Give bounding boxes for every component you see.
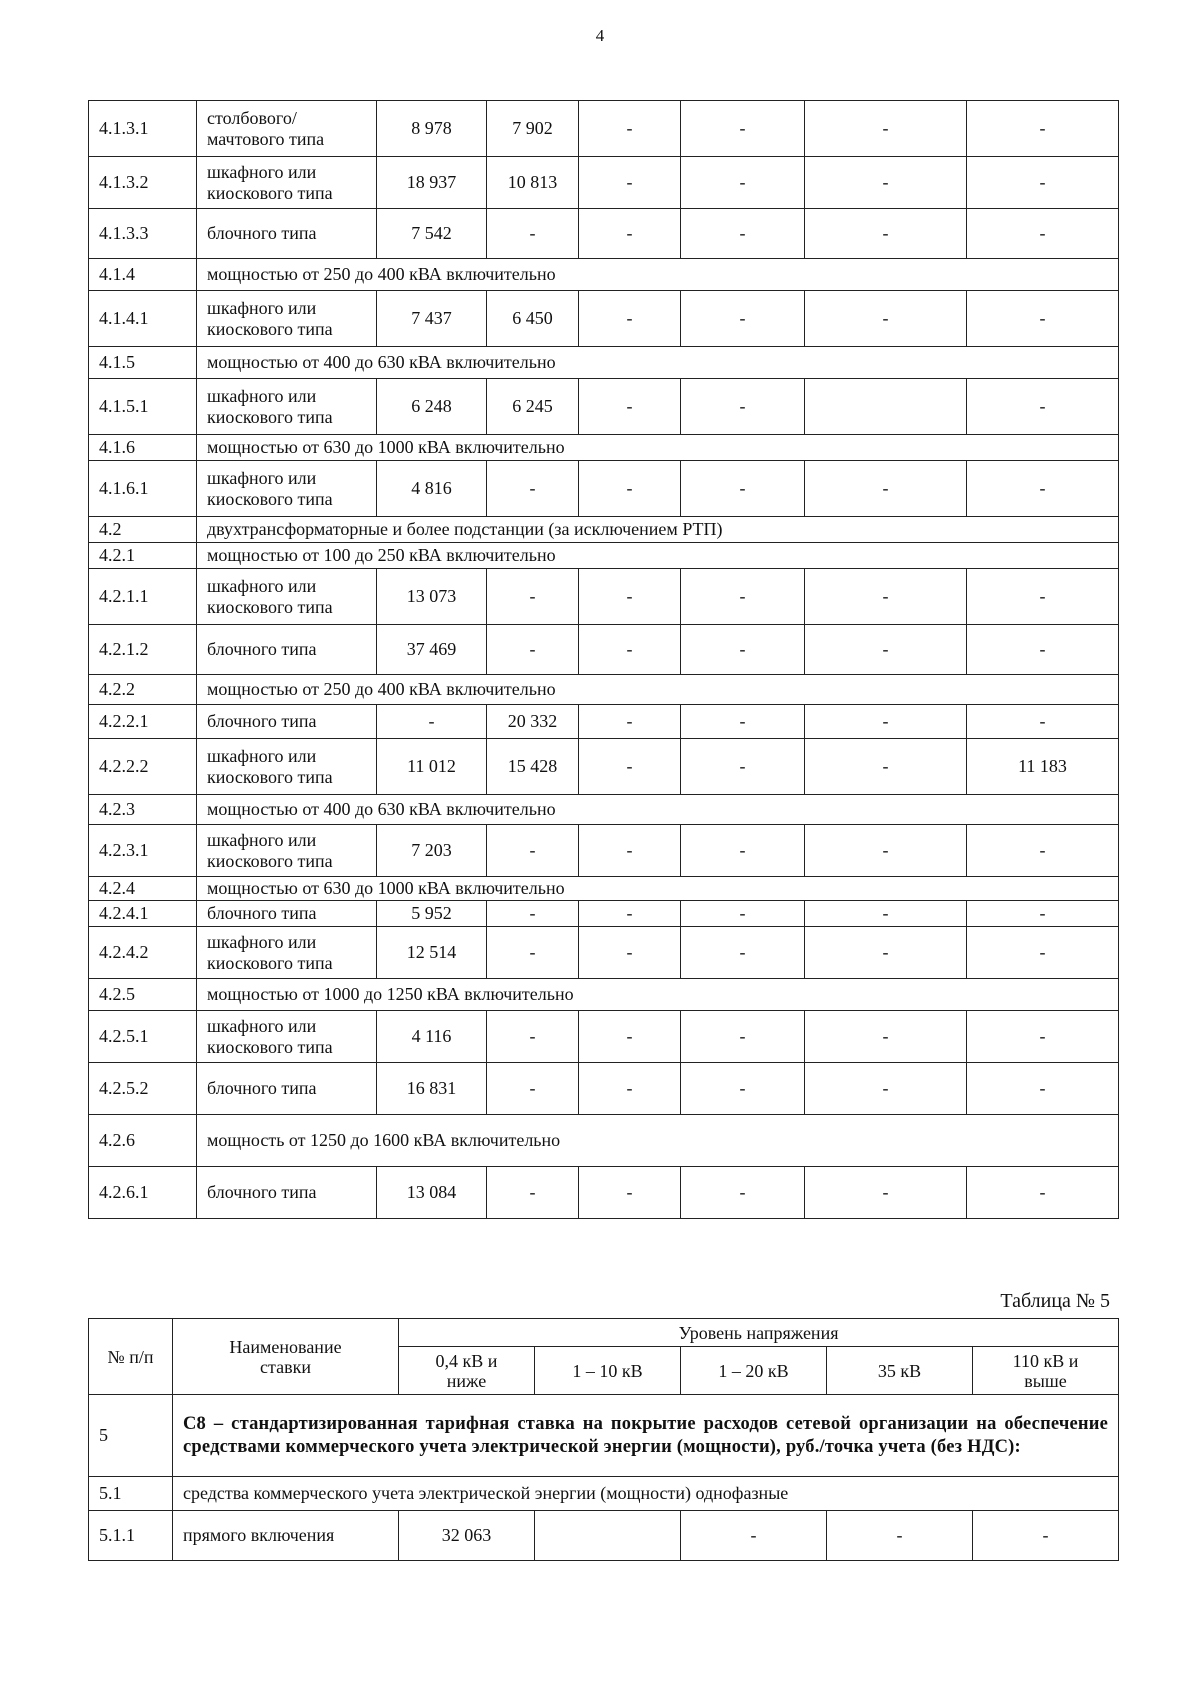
- group-row: [89, 979, 1119, 1011]
- value-cell: -: [487, 569, 579, 625]
- group-row: [89, 517, 1119, 543]
- row-number: 4.2: [89, 517, 197, 543]
- value-cell: -: [579, 157, 681, 209]
- value-cell: 7 902: [487, 101, 579, 157]
- subsection-heading: средства коммерческого учета электрической энергии (мощности) однофазные: [173, 1477, 1119, 1511]
- value-cell: -: [805, 927, 967, 979]
- value-cell: -: [579, 739, 681, 795]
- value-cell: -: [681, 101, 805, 157]
- value-cell: 16 831: [377, 1063, 487, 1115]
- table-row: [89, 739, 1119, 795]
- group-row: [89, 435, 1119, 461]
- group-title: мощностью от 1000 до 1250 кВА включительно: [197, 979, 1119, 1011]
- row-name: блочного типа: [197, 901, 377, 927]
- value-cell: -: [681, 625, 805, 675]
- value-cell: -: [579, 1167, 681, 1219]
- table-row: [89, 1167, 1119, 1219]
- row-number: 4.2.4.2: [89, 927, 197, 979]
- value-cell: 13 084: [377, 1167, 487, 1219]
- table-row: [89, 625, 1119, 675]
- value-cell: 4 116: [377, 1011, 487, 1063]
- row-number: 4.2.2: [89, 675, 197, 705]
- value-cell: -: [681, 1063, 805, 1115]
- value-cell: -: [681, 569, 805, 625]
- value-cell: -: [805, 157, 967, 209]
- row-name: шкафного или киоскового типа: [197, 569, 377, 625]
- value-cell: -: [681, 901, 805, 927]
- value-cell: 18 937: [377, 157, 487, 209]
- level-header: 1 – 20 кВ: [681, 1347, 827, 1395]
- column-header-number: № п/п: [89, 1319, 173, 1395]
- row-number: 4.1.3.2: [89, 157, 197, 209]
- value-cell: -: [681, 209, 805, 259]
- row-name: блочного типа: [197, 1063, 377, 1115]
- tariff-table-5: [88, 1318, 1119, 1561]
- level-header: 0,4 кВ и ниже: [399, 1347, 535, 1395]
- value-cell: -: [805, 101, 967, 157]
- group-title: мощностью от 400 до 630 кВА включительно: [197, 347, 1119, 379]
- value-cell: -: [805, 825, 967, 877]
- value-cell: 6 248: [377, 379, 487, 435]
- value-cell: -: [487, 825, 579, 877]
- table-row: [89, 101, 1119, 157]
- row-number: 4.2.3: [89, 795, 197, 825]
- value-cell: -: [805, 705, 967, 739]
- value-cell: -: [681, 739, 805, 795]
- value-cell: 11 012: [377, 739, 487, 795]
- level-header: 1 – 10 кВ: [535, 1347, 681, 1395]
- value-cell: 11 183: [967, 739, 1119, 795]
- level-header: 35 кВ: [827, 1347, 973, 1395]
- value-cell: -: [967, 569, 1119, 625]
- value-cell: 10 813: [487, 157, 579, 209]
- value-cell: -: [579, 209, 681, 259]
- row-number: 5.1.1: [89, 1511, 173, 1561]
- row-name: шкафного или киоскового типа: [197, 1011, 377, 1063]
- value-cell: -: [579, 569, 681, 625]
- row-name: шкафного или киоскового типа: [197, 379, 377, 435]
- row-number: 4.2.1.1: [89, 569, 197, 625]
- row-number: 5: [89, 1395, 173, 1477]
- value-cell: -: [681, 157, 805, 209]
- value-cell: -: [967, 461, 1119, 517]
- value-cell: -: [805, 209, 967, 259]
- row-name: шкафного или киоскового типа: [197, 461, 377, 517]
- value-cell: -: [967, 625, 1119, 675]
- row-number: 4.2.4.1: [89, 901, 197, 927]
- value-cell: -: [681, 1011, 805, 1063]
- value-cell: -: [579, 1011, 681, 1063]
- row-number: 4.2.6.1: [89, 1167, 197, 1219]
- row-name: шкафного или киоскового типа: [197, 825, 377, 877]
- row-number: 4.2.1: [89, 543, 197, 569]
- group-title: мощность от 1250 до 1600 кВА включительно: [197, 1115, 1119, 1167]
- level-header: 110 кВ и выше: [973, 1347, 1119, 1395]
- group-title: мощностью от 250 до 400 кВА включительно: [197, 675, 1119, 705]
- group-title: мощностью от 630 до 1000 кВА включительно: [197, 435, 1119, 461]
- value-cell: -: [805, 569, 967, 625]
- value-cell: -: [487, 461, 579, 517]
- row-number: 4.1.3.3: [89, 209, 197, 259]
- row-name: блочного типа: [197, 1167, 377, 1219]
- table-row: [89, 705, 1119, 739]
- group-title: мощностью от 250 до 400 кВА включительно: [197, 259, 1119, 291]
- value-cell: [805, 379, 967, 435]
- group-row: [89, 1115, 1119, 1167]
- value-cell: -: [967, 825, 1119, 877]
- row-name: шкафного или киоскового типа: [197, 291, 377, 347]
- table-row: [89, 379, 1119, 435]
- value-cell: 8 978: [377, 101, 487, 157]
- section-heading: С8 – стандартизированная тарифная ставка на покрытие расходов сетевой организации на обеспечение средствами коммерческого учета электрической энергии (мощности), руб./точка учета (без НДС):: [173, 1395, 1119, 1477]
- row-number: 4.1.4.1: [89, 291, 197, 347]
- value-cell: 32 063: [399, 1511, 535, 1561]
- value-cell: -: [967, 291, 1119, 347]
- value-cell: -: [967, 209, 1119, 259]
- row-number: 4.2.1.2: [89, 625, 197, 675]
- value-cell: -: [579, 901, 681, 927]
- table-row: [89, 209, 1119, 259]
- value-cell: 15 428: [487, 739, 579, 795]
- value-cell: -: [805, 1063, 967, 1115]
- value-cell: -: [579, 461, 681, 517]
- value-cell: -: [579, 101, 681, 157]
- value-cell: -: [579, 927, 681, 979]
- value-cell: -: [681, 825, 805, 877]
- value-cell: -: [487, 927, 579, 979]
- value-cell: 13 073: [377, 569, 487, 625]
- table-row: [89, 927, 1119, 979]
- row-number: 5.1: [89, 1477, 173, 1511]
- group-row: [89, 259, 1119, 291]
- value-cell: -: [487, 1011, 579, 1063]
- value-cell: -: [487, 209, 579, 259]
- row-name: шкафного или киоскового типа: [197, 739, 377, 795]
- value-cell: -: [967, 901, 1119, 927]
- row-name: шкафного или киоскового типа: [197, 157, 377, 209]
- value-cell: [535, 1511, 681, 1561]
- value-cell: -: [805, 1011, 967, 1063]
- value-cell: -: [681, 1167, 805, 1219]
- value-cell: -: [487, 625, 579, 675]
- row-name: блочного типа: [197, 209, 377, 259]
- value-cell: -: [805, 739, 967, 795]
- row-number: 4.2.2.1: [89, 705, 197, 739]
- group-title: мощностью от 630 до 1000 кВА включительно: [197, 877, 1119, 901]
- value-cell: 6 450: [487, 291, 579, 347]
- value-cell: -: [579, 291, 681, 347]
- value-cell: -: [827, 1511, 973, 1561]
- value-cell: 20 332: [487, 705, 579, 739]
- column-header-name: Наименование ставки: [173, 1319, 399, 1395]
- value-cell: 6 245: [487, 379, 579, 435]
- row-number: 4.1.6.1: [89, 461, 197, 517]
- row-number: 4.2.5.1: [89, 1011, 197, 1063]
- value-cell: -: [681, 461, 805, 517]
- value-cell: -: [805, 901, 967, 927]
- table-row: [89, 569, 1119, 625]
- value-cell: -: [805, 1167, 967, 1219]
- table-row: [89, 291, 1119, 347]
- value-cell: -: [579, 379, 681, 435]
- value-cell: -: [973, 1511, 1119, 1561]
- value-cell: -: [681, 1511, 827, 1561]
- group-row: [89, 877, 1119, 901]
- value-cell: -: [967, 1063, 1119, 1115]
- value-cell: -: [967, 379, 1119, 435]
- group-row: [89, 675, 1119, 705]
- row-number: 4.2.5: [89, 979, 197, 1011]
- value-cell: -: [681, 379, 805, 435]
- value-cell: -: [487, 901, 579, 927]
- group-row: [89, 543, 1119, 569]
- group-title: мощностью от 100 до 250 кВА включительно: [197, 543, 1119, 569]
- row-name: шкафного или киоскового типа: [197, 927, 377, 979]
- value-cell: 5 952: [377, 901, 487, 927]
- row-number: 4.2.4: [89, 877, 197, 901]
- value-cell: -: [579, 705, 681, 739]
- value-cell: -: [967, 157, 1119, 209]
- row-number: 4.1.5.1: [89, 379, 197, 435]
- table-row: [89, 1063, 1119, 1115]
- value-cell: -: [967, 1167, 1119, 1219]
- value-cell: -: [681, 705, 805, 739]
- row-name: столбового/ мачтового типа: [197, 101, 377, 157]
- value-cell: -: [579, 625, 681, 675]
- value-cell: -: [487, 1167, 579, 1219]
- row-number: 4.1.4: [89, 259, 197, 291]
- row-name: блочного типа: [197, 625, 377, 675]
- table-row: [89, 157, 1119, 209]
- page-number: 4: [595, 26, 605, 45]
- row-name: прямого включения: [173, 1511, 399, 1561]
- value-cell: -: [805, 291, 967, 347]
- value-cell: -: [487, 1063, 579, 1115]
- table-5-caption: Таблица № 5: [1000, 1290, 1110, 1312]
- row-number: 4.2.2.2: [89, 739, 197, 795]
- value-cell: -: [377, 705, 487, 739]
- value-cell: -: [967, 101, 1119, 157]
- row-number: 4.1.6: [89, 435, 197, 461]
- row-number: 4.1.5: [89, 347, 197, 379]
- row-number: 4.2.3.1: [89, 825, 197, 877]
- group-title: мощностью от 400 до 630 кВА включительно: [197, 795, 1119, 825]
- value-cell: 37 469: [377, 625, 487, 675]
- row-number: 4.2.5.2: [89, 1063, 197, 1115]
- value-cell: 7 542: [377, 209, 487, 259]
- value-cell: -: [805, 625, 967, 675]
- value-cell: 7 203: [377, 825, 487, 877]
- value-cell: -: [805, 461, 967, 517]
- value-cell: -: [967, 927, 1119, 979]
- table-row: [89, 901, 1119, 927]
- table-row: [89, 1011, 1119, 1063]
- value-cell: -: [579, 1063, 681, 1115]
- table-row: [89, 461, 1119, 517]
- row-name: блочного типа: [197, 705, 377, 739]
- value-cell: 7 437: [377, 291, 487, 347]
- value-cell: 4 816: [377, 461, 487, 517]
- value-cell: -: [967, 705, 1119, 739]
- row-number: 4.2.6: [89, 1115, 197, 1167]
- value-cell: -: [967, 1011, 1119, 1063]
- column-header-voltage-level: Уровень напряжения: [399, 1319, 1119, 1347]
- tariff-table-4: [88, 100, 1119, 1219]
- table-row: [89, 825, 1119, 877]
- value-cell: -: [681, 927, 805, 979]
- value-cell: -: [579, 825, 681, 877]
- row-number: 4.1.3.1: [89, 101, 197, 157]
- group-row: [89, 795, 1119, 825]
- value-cell: -: [681, 291, 805, 347]
- group-title: двухтрансформаторные и более подстанции (за исключением РТП): [197, 517, 1119, 543]
- group-row: [89, 347, 1119, 379]
- value-cell: 12 514: [377, 927, 487, 979]
